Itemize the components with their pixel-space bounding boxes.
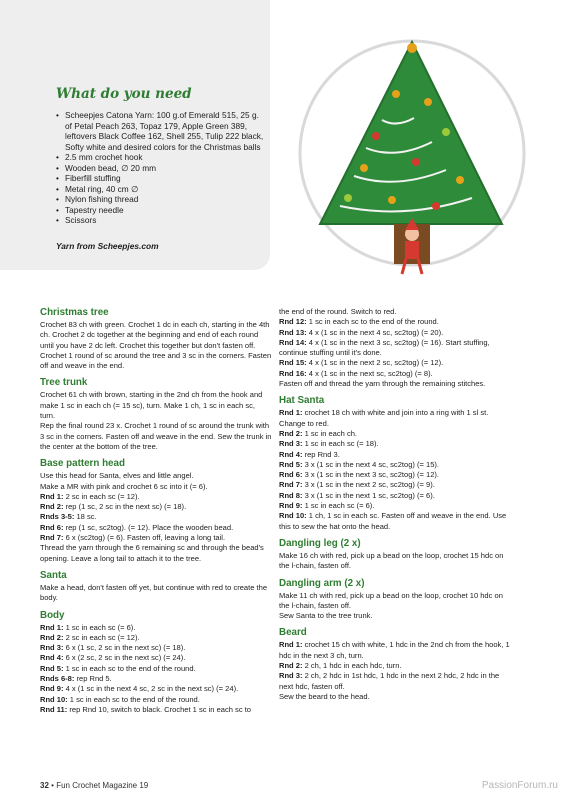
instruction-line xyxy=(40,664,272,674)
round-label: Rnd 5: xyxy=(40,663,64,673)
instruction-text: 3 x (1 sc in the next 1 sc, sc2tog) (= 6). xyxy=(302,490,435,500)
round-label: Rnds 3-5: xyxy=(40,512,75,522)
instruction-text: 2 sc in each sc (= 12). xyxy=(63,632,140,642)
instruction-line xyxy=(279,671,515,692)
instruction-text: rep Rnd 5. xyxy=(74,674,112,684)
materials-item: • Tapestry needle xyxy=(56,205,268,216)
section-heading: Tree trunk xyxy=(40,377,88,389)
instruction-line xyxy=(279,591,515,612)
materials-item: • 2.5 mm crochet hook xyxy=(56,152,268,163)
instruction-line xyxy=(40,583,272,604)
instruction-line xyxy=(279,307,515,317)
round-label: Rnd 15: xyxy=(279,358,307,368)
instruction-line xyxy=(40,502,272,512)
instruction-line xyxy=(40,390,272,421)
instruction-text: 1 sc in each sc to the end of the round. xyxy=(63,663,196,673)
instruction-text: the end of the round. Switch to red. xyxy=(279,307,397,316)
instruction-text: Sew the beard to the head. xyxy=(279,691,370,701)
instruction-text: 1 ch, 1 sc in each sc. Fasten off and weave in the end. Use this to sew the hat onto the head. xyxy=(279,511,507,531)
materials-item: • Metal ring, 40 cm ∅ xyxy=(56,184,268,195)
round-label: Rnd 14: xyxy=(279,337,307,347)
instruction-text: 1 sc in each sc (= 18). xyxy=(302,439,379,449)
section-heading: Base pattern head xyxy=(40,458,125,470)
round-label: Rnd 13: xyxy=(279,327,307,337)
round-label: Rnd 11: xyxy=(40,704,68,714)
instruction-line xyxy=(40,320,272,371)
instruction-text: 6 x (1 sc, 2 sc in the next sc) (= 18). xyxy=(63,643,186,653)
section-heading: Body xyxy=(40,609,65,621)
instruction-line xyxy=(40,684,272,694)
instruction-line xyxy=(279,369,515,379)
materials-item: • Nylon fishing thread xyxy=(56,194,268,205)
instruction-line xyxy=(40,421,272,452)
instruction-text: Make a head, don't fasten off yet, but continue with red to create the body. xyxy=(40,582,268,603)
instruction-text: 4 x (1 sc in the next 4 sc, 2 sc in the next sc) (= 24). xyxy=(63,684,239,694)
materials-panel xyxy=(0,0,270,270)
instruction-text: Thread the yarn through the 6 remaining sc and through the bead's opening. Leave a long tail to attach it to the tree. xyxy=(40,543,264,563)
instructions-right-column xyxy=(279,307,515,702)
round-label: Rnd 6: xyxy=(40,522,64,532)
instruction-line xyxy=(279,551,515,572)
instruction-line xyxy=(40,482,272,492)
round-label: Rnd 16: xyxy=(279,368,307,378)
instruction-line xyxy=(279,460,515,470)
instruction-line xyxy=(40,492,272,502)
section-heading: Christmas tree xyxy=(40,307,109,318)
instruction-text: Rep the final round 23 x. Crochet 1 round of sc around the trunk with 3 sc in the corners. Fasten off and weave in the end. Sew the trunk in the center at the bottom of the tree. xyxy=(40,421,272,451)
round-label: Rnd 2: xyxy=(40,502,64,512)
round-label: Rnd 9: xyxy=(279,501,303,511)
instruction-text: 3 x (1 sc in the next 4 sc, sc2tog) (= 15). xyxy=(302,459,440,469)
instruction-text: rep Rnd 10, switch to black. Crochet 1 sc in each sc to xyxy=(67,704,251,714)
materials-item: • Fiberfill stuffing xyxy=(56,173,268,184)
round-label: Rnds 6-8: xyxy=(40,674,75,684)
instruction-line xyxy=(279,640,515,661)
instructions-left-column xyxy=(40,307,272,715)
instruction-line xyxy=(40,523,272,533)
round-label: Rnd 2: xyxy=(279,661,303,671)
instruction-text: 1 sc in each ch. xyxy=(302,428,358,438)
instruction-text: 6 x (sc2tog) (= 6). Fasten off, leaving a long tail. xyxy=(63,533,226,543)
round-label: Rnd 12: xyxy=(279,317,307,327)
instruction-line xyxy=(279,501,515,511)
instruction-text: Use this head for Santa, elves and little angel. xyxy=(40,471,194,481)
round-label: Rnd 10: xyxy=(40,694,68,704)
instruction-text: Sew Santa to the tree trunk. xyxy=(279,611,373,621)
instruction-text: Make 16 ch with red, pick up a bead on the loop, crochet 15 hdc on the l-chain, fasten off. xyxy=(279,550,504,571)
round-label: Rnd 8: xyxy=(279,490,303,500)
page-footer xyxy=(40,781,148,790)
round-label: Rnd 1: xyxy=(279,408,303,418)
footer-separator: • xyxy=(51,781,54,790)
instruction-text: 2 ch, 2 hdc in 1st hdc, 1 hdc in the next 2 hdc, 2 hdc in the next hdc, fasten off. xyxy=(279,671,500,691)
materials-list xyxy=(56,110,268,226)
tree-star xyxy=(407,43,417,53)
instruction-line xyxy=(279,661,515,671)
instruction-text: rep (1 sc, 2 sc in the next sc) (= 18). xyxy=(63,502,187,512)
section-heading: Dangling leg (2 x) xyxy=(279,537,361,549)
instruction-line xyxy=(40,512,272,522)
instruction-text: 4 x (1 sc in the next 3 sc, sc2tog) (= 16). Start stuffing, continue stuffing until it's done. xyxy=(279,337,490,358)
section-heading: Santa xyxy=(40,569,67,581)
instruction-text: 1 sc in each sc to the end of the round. xyxy=(306,317,439,327)
instruction-text: 4 x (1 sc in the next sc, sc2tog) (= 8). xyxy=(306,368,433,378)
round-label: Rnd 7: xyxy=(40,533,64,543)
round-label: Rnd 6: xyxy=(279,470,303,480)
instruction-line xyxy=(40,633,272,643)
instruction-text: Crochet 83 ch with green. Crochet 1 dc in each ch, starting in the 4th ch. Crochet 2 dc together at the beginning and end of each round until you have 2 dc left. Crochet this together but don't fasten off. Crochet 1 round of sc around the tree and 3 sc in the corners. Fasten off and weave in the end. xyxy=(40,320,272,371)
round-label: Rnd 5: xyxy=(279,459,303,469)
instruction-line xyxy=(279,611,515,621)
section-heading: Hat Santa xyxy=(279,395,325,407)
materials-item: • Wooden bead, ∅ 20 mm xyxy=(56,163,268,174)
instruction-text: crochet 15 ch with white, 1 hdc in the 2nd ch from the hook, 1 hdc in the next 3 ch, turn. xyxy=(279,640,510,660)
instruction-line xyxy=(40,543,272,564)
instruction-line xyxy=(279,358,515,368)
instruction-line xyxy=(279,379,515,389)
instruction-line xyxy=(279,450,515,460)
instruction-line xyxy=(40,653,272,663)
instruction-text: 6 x (2 sc, 2 sc in the next sc) (= 24). xyxy=(63,653,186,663)
instruction-text: 4 x (1 sc in the next 2 sc, sc2tog) (= 12). xyxy=(306,358,444,368)
instruction-line xyxy=(279,511,515,532)
instruction-text: 2 ch, 1 hdc in each hdc, turn. xyxy=(302,661,402,671)
instruction-text: Make 11 ch with red, pick up a bead on the loop, crochet 10 hdc on the l-chain, fasten off. xyxy=(279,590,503,610)
watermark: PassionForum.ru xyxy=(481,780,558,791)
instruction-text: 1 sc in each sc (= 6). xyxy=(63,622,136,632)
section-heading: Dangling arm (2 x) xyxy=(279,577,365,589)
instruction-text: 1 sc in each sc to the end of the round. xyxy=(67,694,200,704)
instruction-line xyxy=(279,439,515,449)
magazine-name: Fun Crochet Magazine 19 xyxy=(56,781,149,790)
yarn-source: Yarn from Scheepjes.com xyxy=(56,241,159,251)
instruction-text: Crochet 61 ch with brown, starting in the 2nd ch from the hook and make 1 sc in each ch (= 15 sc), turn. Make 1 ch, 1 sc in each sc, turn. xyxy=(40,390,263,421)
instruction-text: rep Rnd 3. xyxy=(302,449,340,459)
christmas-tree-photo xyxy=(296,30,528,276)
instruction-line xyxy=(40,623,272,633)
materials-title: What do you need xyxy=(56,86,192,102)
instruction-line xyxy=(40,533,272,543)
instruction-text: crochet 18 ch with white and join into a ring with 1 sl st. Change to red. xyxy=(279,408,489,428)
instruction-text: 3 x (1 sc in the next 2 sc, sc2tog) (= 9). xyxy=(302,480,435,490)
instruction-line xyxy=(279,429,515,439)
round-label: Rnd 9: xyxy=(40,684,64,694)
section-heading: Beard xyxy=(279,627,307,639)
instruction-line xyxy=(279,470,515,480)
round-label: Rnd 1: xyxy=(40,491,64,501)
instruction-line xyxy=(40,471,272,481)
instruction-text: Fasten off and thread the yarn through the remaining stitches. xyxy=(279,379,486,389)
instruction-line xyxy=(279,328,515,338)
instruction-text: 4 x (1 sc in the next 4 sc, sc2tog) (= 20). xyxy=(306,327,444,337)
round-label: Rnd 2: xyxy=(40,632,64,642)
instruction-text: 18 sc. xyxy=(74,512,97,522)
instruction-text: 1 sc in each sc (= 6). xyxy=(302,501,375,511)
round-label: Rnd 3: xyxy=(279,439,303,449)
instruction-text: 3 x (1 sc in the next 3 sc, sc2tog) (= 12). xyxy=(302,470,440,480)
instruction-text: rep (1 sc, sc2tog). (= 12). Place the wooden bead. xyxy=(63,522,234,532)
instruction-text: 2 sc in each sc (= 12). xyxy=(63,491,140,501)
round-label: Rnd 4: xyxy=(40,653,64,663)
instruction-text: Make a MR with pink and crochet 6 sc into it (= 6). xyxy=(40,481,208,491)
round-label: Rnd 1: xyxy=(279,640,303,650)
instruction-line xyxy=(279,692,515,702)
instruction-line xyxy=(279,408,515,429)
round-label: Rnd 1: xyxy=(40,622,64,632)
instruction-line xyxy=(40,643,272,653)
materials-item: • Scissors xyxy=(56,215,268,226)
materials-item: • Scheepjes Catona Yarn: 100 g.of Emerald 515, 25 g. of Petal Peach 263, Topaz 179, Apple Green 389, leftovers Black Coffee 162, Shell 255, Tulip 222 black, Softy white and desired colors for the Christmas balls xyxy=(56,110,268,152)
round-label: Rnd 3: xyxy=(279,671,303,681)
instruction-line xyxy=(40,674,272,684)
instruction-line xyxy=(279,317,515,327)
round-label: Rnd 2: xyxy=(279,428,303,438)
round-label: Rnd 3: xyxy=(40,643,64,653)
instruction-line xyxy=(40,695,272,705)
page-number: 32 xyxy=(40,781,49,790)
round-label: Rnd 7: xyxy=(279,480,303,490)
round-label: Rnd 10: xyxy=(279,511,307,521)
instruction-line xyxy=(279,491,515,501)
instruction-line xyxy=(279,480,515,490)
instruction-line xyxy=(40,705,272,715)
round-label: Rnd 4: xyxy=(279,449,303,459)
instruction-line xyxy=(279,338,515,359)
